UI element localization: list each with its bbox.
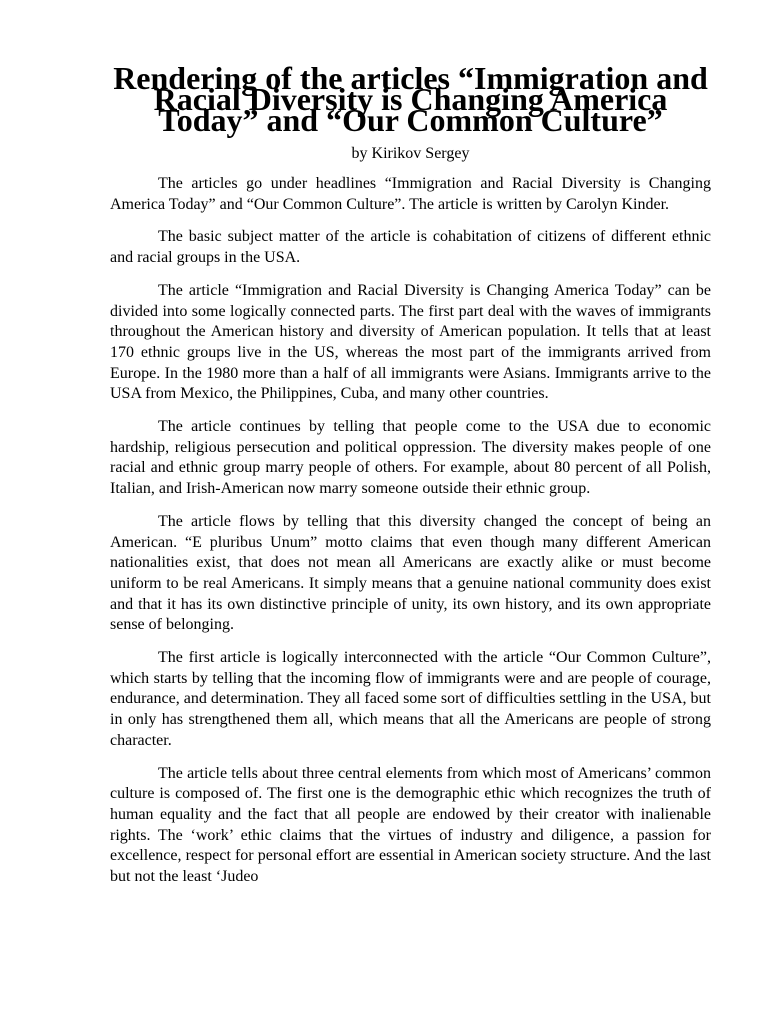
paragraph-1: The articles go under headlines “Immigration and Racial Diversity is Changing America Today” and “Our Common Culture”. The article is written by Carolyn Kinder. — [110, 175, 711, 213]
author-byline: by Kirikov Sergey — [351, 145, 470, 162]
document-title: Rendering of the articles “Immigration and Racial Diversity is Changing America Today” and “Our Common Culture” — [113, 60, 708, 138]
paragraph-6: The first article is logically interconnected with the article “Our Common Culture”, which starts by telling that the incoming flow of immigrants were and are people of courage, endurance, and determination. They all faced some sort of difficulties settling in the USA, but in only has strengthened them all, which means that all the Americans are people of strong character. — [110, 649, 711, 749]
paragraph-2: The basic subject matter of the article is cohabitation of citizens of different ethnic and racial groups in the USA. — [110, 228, 711, 267]
paragraph-4: The article continues by telling that people come to the USA due to economic hardship, religious persecution and political oppression. The diversity makes people of one racial and ethnic group marry people of others. For example, about 80 percent of all Polish, Italian, and Irish-American now marry someone outside their ethnic group. — [110, 418, 711, 498]
paragraph-3: The article “Immigration and Racial Diversity is Changing America Today” can be divided into some logically connected parts. The first part deal with the waves of immigrants throughout the American history and diversity of American population. It tells that at least 170 ethnic groups live in the US, whereas the most part of the immigrants arrived from Europe. In the 1980 more than a half of all immigrants were Asians. Immigrants arrive to the USA from Mexico, the Philippines, Cuba, and many other countries. — [110, 281, 711, 403]
paragraph-7: The article tells about three central elements from which most of Americans’ common culture is composed of. The first one is the demographic ethic which recognizes the truth of human equality and the fact that all people are endowed by their creator with inalienable rights. The ‘work’ ethic claims that the virtues of industry and diligence, a passion for excellence, respect for personal effort are essential in American society structure. And the last but not the least ‘Judeo — [110, 764, 711, 886]
paragraph-5: The article flows by telling that this diversity changed the concept of being an American. “E pluribus Unum” motto claims that even though many different American nationalities exist, that does not mean all Americans are exactly alike or must become uniform to be real Americans. It simply means that a genuine national community does exist and that it has its own distinctive principle of unity, its own history, and its own appropriate sense of belonging. — [110, 512, 711, 634]
